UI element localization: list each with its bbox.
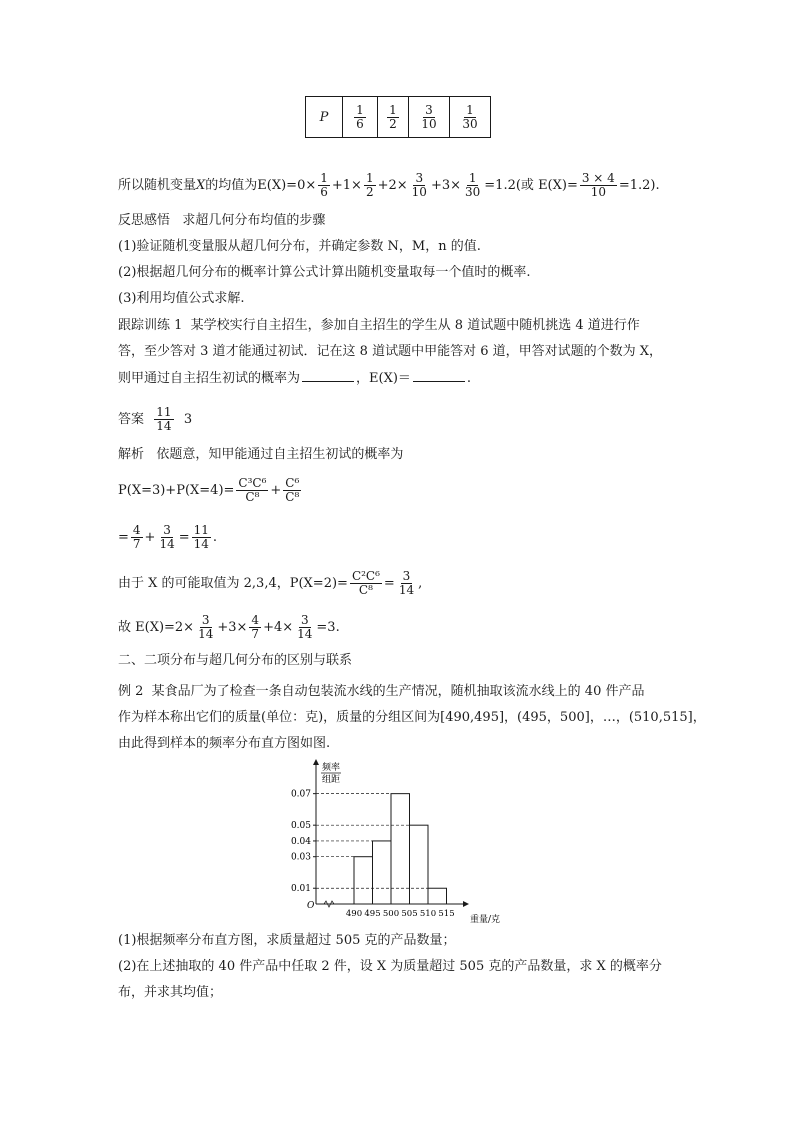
analysis-eq-1: P(X=3)+P(X=4)= $\frac{\text{C³C⁶}}{\text{C⁸}}$ + $\frac{\text{C⁶}}{\text{C⁸}}$ xyxy=(118,476,300,504)
fraction: $\frac{11}{14}$ xyxy=(156,405,172,433)
reflect-step-2: (2)根据超几何分布的概率计算公式计算出随机变量取每一个值时的概率. xyxy=(118,265,531,280)
analysis-line: 解析 依题意，知甲能通过自主招生初试的概率为 xyxy=(118,447,404,462)
y-axis-label-top: 频率 xyxy=(322,763,341,773)
y-axis-label-bottom: 组距 xyxy=(322,775,341,785)
y-tick-label: 0.04 xyxy=(290,836,311,847)
fraction: $\frac{3}{14}$ xyxy=(398,569,415,597)
fraction: $\frac{1}{6}$ xyxy=(320,171,328,199)
table-header-p: P xyxy=(306,97,343,138)
analysis-eq-3: 由于 X 的可能取值为 2,3,4，P(X=2)= $\frac{\text{C²C⁶}}{\text{C⁸}}$ = $\frac{3}{14}$ , xyxy=(118,569,423,597)
fraction: $\frac{\text{C²C⁶}}{\text{C⁸}}$ xyxy=(351,569,380,597)
analysis-eq-4: 故 E(X)=2× $\frac{3}{14}$ +3× $\frac{4}{7}$ +4× $\frac{3}{14}$ =3. xyxy=(118,613,340,641)
y-tick-label: 0.07 xyxy=(290,789,311,800)
question-2-line-1: (2)在上述抽取的 40 件产品中任取 2 件，设 X 为质量超过 505 克的产品数量，求 X 的概率分 xyxy=(118,959,662,974)
x-tick-label: 510 xyxy=(419,909,437,919)
x-tick-label: 490 xyxy=(345,909,363,919)
x-tick-label: 515 xyxy=(438,909,455,919)
answer-line: 答案 $\frac{11}{14}$ 3 xyxy=(118,405,193,433)
reflect-heading: 反思感悟 求超几何分布均值的步骤 xyxy=(118,213,326,228)
origin-label: O xyxy=(307,901,315,911)
practice-line-1: 跟踪训练 1 某学校实行自主招生，参加自主招生的学生从 8 道试题中随机挑选 4 道进行作 xyxy=(118,318,640,333)
probability-table xyxy=(305,96,491,138)
x-tick-label: 500 xyxy=(382,909,400,919)
practice-line-3: 则甲通过自主招生初试的概率为 ，E(X)＝ . xyxy=(118,371,472,386)
answer-blank xyxy=(413,369,465,382)
table-cell: $\frac{1}{30}$ xyxy=(450,97,491,138)
example2-line-2: 作为样本称出它们的质量(单位：克)，质量的分组区间为[490,495]，(495，500]，…，(510,515]， xyxy=(118,710,706,725)
fraction: $\frac{4}{7}$ xyxy=(251,613,260,641)
analysis-eq-2: = $\frac{4}{7}$ + $\frac{3}{14}$ = $\frac{11}{14}$ . xyxy=(118,523,218,551)
fraction: $\frac{\text{C⁶}}{\text{C⁸}}$ xyxy=(285,476,300,504)
fraction: $\frac{\text{C³C⁶}}{\text{C⁸}}$ xyxy=(238,476,267,504)
question-2-line-2: 布，并求其均值； xyxy=(118,985,223,1000)
fraction: $\frac{3 \times 4}{10}$ xyxy=(581,171,615,199)
fraction: $\frac{1}{2}$ xyxy=(365,171,374,199)
histogram-bar xyxy=(410,825,429,904)
x-tick-label: 495 xyxy=(364,909,381,919)
fraction: $\frac{3}{14}$ xyxy=(159,523,175,551)
question-1: (1)根据频率分布直方图，求质量超过 505 克的产品数量； xyxy=(118,933,456,948)
histogram-bar xyxy=(354,857,373,904)
example2-line-1: 例 2 某食品厂为了检查一条自动包装流水线的生产情况，随机抽取该流水线上的 40 件产品 xyxy=(118,684,645,699)
y-tick-label: 0.01 xyxy=(290,884,311,895)
reflect-step-1: (1)验证随机变量服从超几何分布，并确定参数 N，M，n 的值. xyxy=(118,239,481,254)
table-cell: $\frac{3}{10}$ xyxy=(409,97,450,138)
frequency-histogram xyxy=(280,758,520,930)
mean-formula-line: 所以随机变量X的均值为E(X)=0× $\frac{1}{6}$ +1× $\frac{1}{2}$ +2× $\frac{3}{10}$ +3× $\frac{1}{30}$ =1.2(或 E(X)= $\frac{3 \times 4}{10}$ =1.2). xyxy=(118,171,660,199)
section-title: 二、二项分布与超几何分布的区别与联系 xyxy=(118,653,353,668)
x-tick-label: 505 xyxy=(401,909,418,919)
fraction: $\frac{3}{10}$ xyxy=(411,171,427,199)
x-axis-label: 重量/克 xyxy=(470,915,501,925)
table-cell: $\frac{1}{6}$ xyxy=(343,97,378,138)
fraction: $\frac{3}{14}$ xyxy=(198,613,214,641)
practice-line-2: 答，至少答对 3 道才能通过初试．记在这 8 道试题中甲能答对 6 道，甲答对试题的个数为 X， xyxy=(118,344,662,359)
histogram-bar xyxy=(373,841,392,904)
histogram-bar xyxy=(428,888,447,904)
fraction: $\frac{1}{30}$ xyxy=(465,171,481,199)
table-cell: $\frac{1}{2}$ xyxy=(378,97,409,138)
y-tick-label: 0.03 xyxy=(290,852,311,863)
fraction: $\frac{4}{7}$ xyxy=(132,523,141,551)
answer-blank xyxy=(302,369,354,382)
y-tick-label: 0.05 xyxy=(290,821,311,832)
reflect-step-3: (3)利用均值公式求解. xyxy=(118,291,245,306)
example2-line-3: 由此得到样本的频率分布直方图如图. xyxy=(118,736,331,751)
histogram-bar xyxy=(391,794,410,904)
fraction: $\frac{11}{14}$ xyxy=(193,523,209,551)
fraction: $\frac{3}{14}$ xyxy=(297,613,313,641)
